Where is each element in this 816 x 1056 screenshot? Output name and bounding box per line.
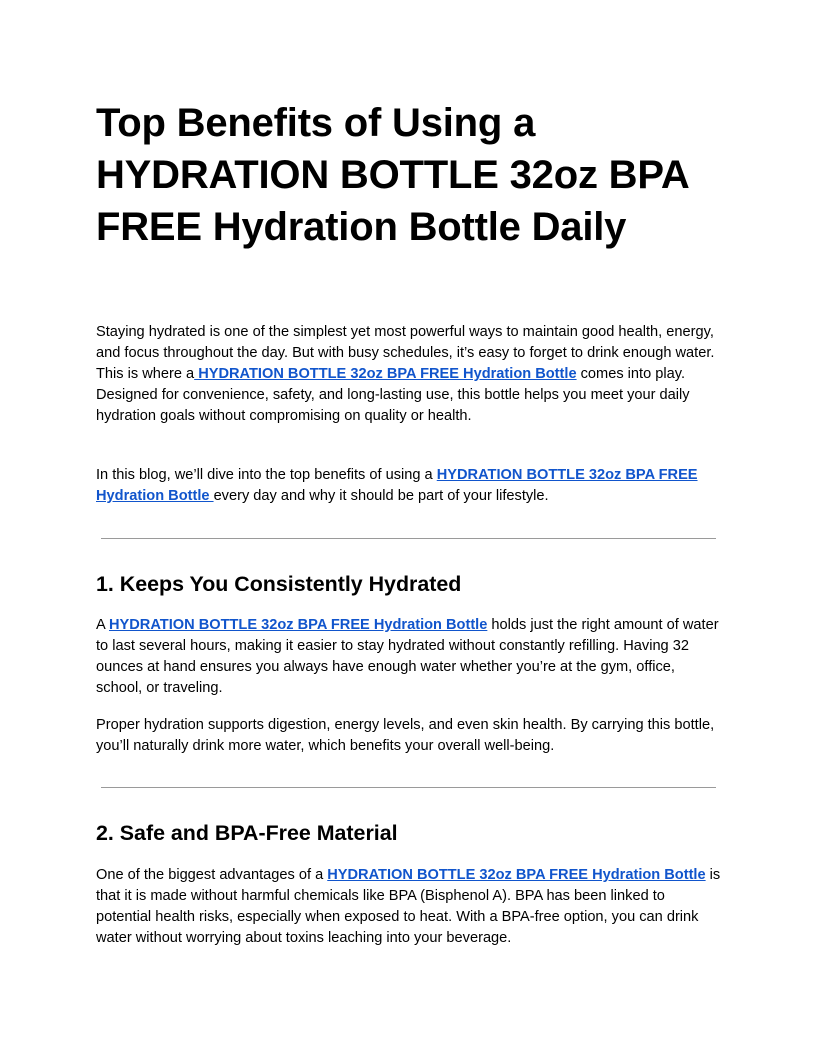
section-2-p1-text-before: One of the biggest advantages of a bbox=[96, 867, 328, 883]
intro-p2-product-link[interactable]: HYDRATION BOTTLE 32oz BPA FREE Hydration Bottle bbox=[96, 467, 698, 504]
section-1-p1-text-after: holds just the right amount of water to last several hours, making it easier to stay hydrated without constantly refilling. Having 32 ounces at hand ensures you always have enough water whether you’re at the gym, office, school, or traveling. bbox=[96, 617, 719, 696]
intro-paragraph-1 bbox=[96, 322, 722, 427]
section-1-p1-text-before: A bbox=[96, 617, 109, 633]
intro-p2-text-after: every day and why it should be part of your lifestyle. bbox=[213, 488, 549, 504]
section-divider-1 bbox=[101, 538, 716, 539]
section-2-paragraph-1 bbox=[96, 865, 722, 949]
section-2-p1-text-after: is that it is made without harmful chemicals like BPA (Bisphenol A). BPA has been linked to potential health risks, especially when exposed to heat. With a BPA-free option, you can drink water without worrying about toxins leaching into your beverage. bbox=[96, 867, 721, 946]
page-title: Top Benefits of Using a HYDRATION BOTTLE 32oz BPA FREE Hydration Bottle Daily bbox=[96, 101, 689, 249]
intro-p1-product-link[interactable]: HYDRATION BOTTLE 32oz BPA FREE Hydration Bottle bbox=[194, 366, 577, 382]
intro-p2-text-before: In this blog, we’ll dive into the top benefits of using a bbox=[96, 467, 437, 483]
intro-p1-text-before: Staying hydrated is one of the simplest yet most powerful ways to maintain good health, energy, and focus throughout the day. But with busy schedules, it’s easy to forget to drink enough water. This is where a bbox=[96, 324, 715, 382]
section-2-heading: 2. Safe and BPA-Free Material bbox=[96, 821, 398, 845]
section-1-product-link[interactable]: HYDRATION BOTTLE 32oz BPA FREE Hydration Bottle bbox=[108, 617, 488, 633]
section-1-heading: 1. Keeps You Consistently Hydrated bbox=[96, 572, 462, 596]
section-divider-2 bbox=[101, 787, 716, 788]
section-1-paragraph-2: Proper hydration supports digestion, energy levels, and even skin health. By carrying this bottle, you’ll naturally drink more water, which benefits your overall well-being. bbox=[96, 717, 715, 754]
section-2-product-link[interactable]: HYDRATION BOTTLE 32oz BPA FREE Hydration Bottle bbox=[327, 867, 706, 883]
section-1-paragraph-1 bbox=[96, 615, 722, 699]
intro-p1-text-after: comes into play. Designed for convenience, safety, and long-lasting use, this bottle helps you meet your daily hydration goals without compromising on quality or health. bbox=[96, 366, 690, 424]
intro-paragraph-2 bbox=[96, 465, 722, 507]
